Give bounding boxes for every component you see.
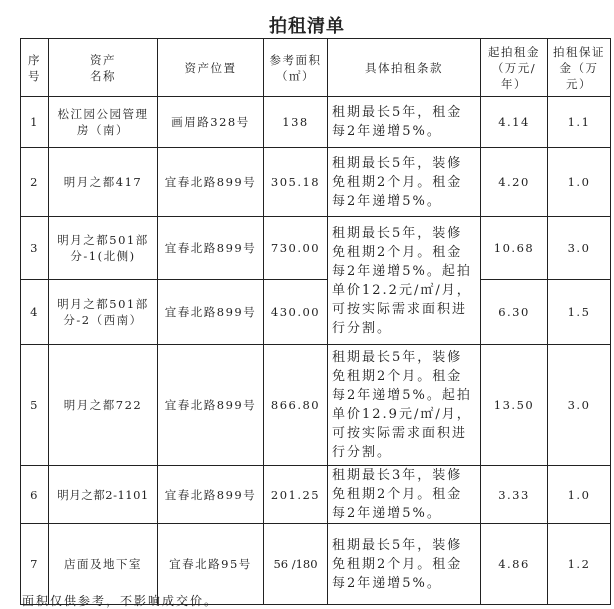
cell-no: 1: [21, 97, 49, 148]
cell-area: 56 /180: [264, 524, 328, 605]
table-row: [21, 345, 611, 466]
cell-area: 305.18: [264, 148, 328, 217]
cell-rent: 13.50: [481, 345, 548, 466]
cell-location: 宜春北路899号: [158, 345, 264, 466]
cell-location: 宜春北路899号: [158, 466, 264, 524]
cell-deposit: 3.0: [548, 217, 611, 280]
cell-terms: 租期最长5年，装修免租期2个月。租金每2年递增5%。起拍单价12.9元/㎡/月，可按实际需求面积进行分割。: [328, 345, 481, 466]
header-location: 资产位置: [158, 39, 264, 97]
cell-name: 明月之都501部 分-2（西南）: [49, 280, 158, 345]
cell-location: 宜春北路899号: [158, 217, 264, 280]
lease-table: [20, 38, 611, 605]
cell-deposit: 1.5: [548, 280, 611, 345]
cell-location: 宜春北路899号: [158, 280, 264, 345]
header-name: 资产 名称: [49, 39, 158, 97]
cell-area: 866.80: [264, 345, 328, 466]
cell-rent: 4.14: [481, 97, 548, 148]
footnote: 面积仅供参考，不影响成交价。: [22, 594, 219, 608]
page-title: 拍租清单: [269, 16, 345, 37]
cell-location: 画眉路328号: [158, 97, 264, 148]
cell-location: 宜春北路899号: [158, 148, 264, 217]
cell-rent: 4.20: [481, 148, 548, 217]
cell-area: 201.25: [264, 466, 328, 524]
table-row: [21, 466, 611, 524]
cell-rent: 6.30: [481, 280, 548, 345]
cell-no: 4: [21, 280, 49, 345]
cell-rent: 3.33: [481, 466, 548, 524]
cell-no: 2: [21, 148, 49, 217]
cell-no: 3: [21, 217, 49, 280]
table-row: [21, 97, 611, 148]
cell-deposit: 3.0: [548, 345, 611, 466]
cell-name: 明月之都2-1101: [49, 466, 158, 524]
table-row: [21, 217, 611, 280]
cell-no: 6: [21, 466, 49, 524]
table-header-row: [21, 39, 611, 97]
cell-name: 明月之都501部 分-1(北侧): [49, 217, 158, 280]
cell-name: 松江园公园管理 房（南）: [49, 97, 158, 148]
header-rent: 起拍租金 （万元/ 年）: [481, 39, 548, 97]
table-row: [21, 148, 611, 217]
cell-terms: 租期最长5年，租金每2年递增5%。: [328, 97, 481, 148]
cell-no: 5: [21, 345, 49, 466]
cell-rent: 4.86: [481, 524, 548, 605]
cell-location: 宜春北路95号: [158, 524, 264, 605]
header-area: 参考面积 （㎡）: [264, 39, 328, 97]
cell-deposit: 1.0: [548, 148, 611, 217]
cell-no: 7: [21, 524, 49, 605]
cell-terms: 租期最长3年，装修免租期2个月。租金每2年递增5%。: [328, 466, 481, 524]
cell-name: 明月之都722: [49, 345, 158, 466]
header-terms: 具体拍租条款: [328, 39, 481, 97]
cell-deposit: 1.0: [548, 466, 611, 524]
cell-terms: 租期最长5年，装修免租期2个月。租金每2年递增5%。: [328, 524, 481, 605]
cell-area: 730.00: [264, 217, 328, 280]
cell-area: 430.00: [264, 280, 328, 345]
header-deposit: 拍租保证 金（万 元）: [548, 39, 611, 97]
cell-rent: 10.68: [481, 217, 548, 280]
cell-name: 店面及地下室: [49, 524, 158, 605]
cell-deposit: 1.1: [548, 97, 611, 148]
cell-terms: 租期最长5年，装修免租期2个月。租金每2年递增5%。起拍单价12.2元/㎡/月，可按实际需求面积进行分割。: [328, 217, 481, 345]
table-row: [21, 280, 611, 345]
cell-area: 138: [264, 97, 328, 148]
cell-deposit: 1.2: [548, 524, 611, 605]
cell-name: 明月之都417: [49, 148, 158, 217]
cell-terms: 租期最长5年，装修免租期2个月。租金每2年递增5%。: [328, 148, 481, 217]
header-no: 序 号: [21, 39, 49, 97]
